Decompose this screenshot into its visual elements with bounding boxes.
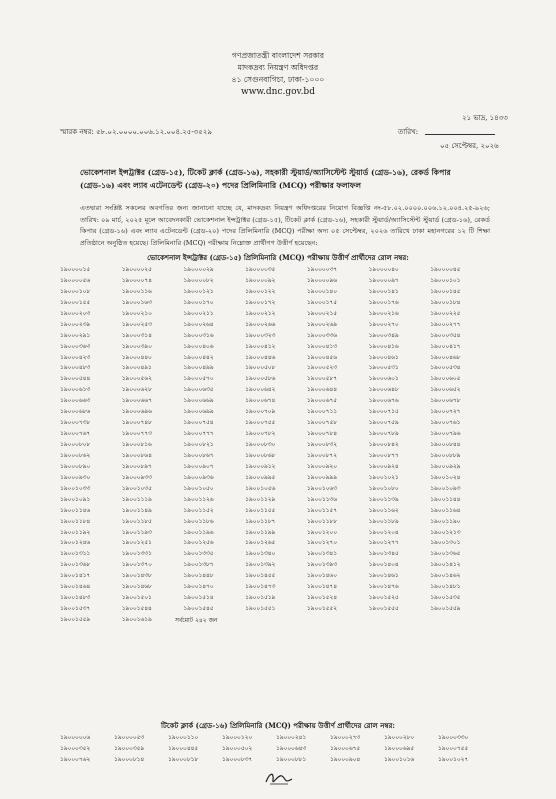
roll-number: ১৯০০১১১৯ — [121, 496, 152, 503]
roll-number: ১৯০০০৮৩০ — [245, 442, 276, 448]
roll-number: ১৯০০০৭৮৪ — [306, 431, 337, 438]
roll-number: ১৯০০১৬১৯ — [121, 617, 152, 623]
section1-heading: ভোকেশনাল ইন্সট্রাক্টর (গ্রেড-১৫) প্রিলিমিনারি (MCQ) পরীক্ষায় উত্তীর্ণ প্রার্থীদের রোল নম্বর: — [147, 253, 409, 262]
roll-number: ১৯০০০৩৫৪ — [430, 332, 461, 339]
roll-number: ১৯০০০৯১২ — [245, 463, 276, 470]
roll-number: ১৯০০১০৩৩ — [60, 485, 91, 492]
roll-number: ১৯০০১৫৫৯ — [430, 606, 461, 613]
roll-number: ১৯০০০৭২৭ — [430, 409, 461, 416]
roll-number: ১৯০০০২৬৪ — [183, 321, 214, 328]
roll-number: ১৯০০১২৫১ — [121, 540, 152, 547]
roll-number: ১৯০০০০০৬ — [60, 735, 91, 741]
roll-number: ১৯০০০২১৬ — [368, 310, 399, 317]
notice-paragraph: এতদ্বারা সংশ্লিষ্ট সকলের অবগতির জন্য জানানো যাচ্ছে যে, মাদকদ্রব্য নিয়ন্ত্রণ অধিদপ্তরের নিয়োগ বিজ্ঞপ্তি নং-৫৮.০২.০০০০.০০৬.১২.০০৪.২৫-৯২৬; তারিখ: ০৯ মার্চ, ২০২৫ মূলে আবেদনকারী ভোকেশনাল ইন্সট্রাক্টর (গ্রেড-১৫), টিকেট ক্লার্ক (গ্রেড-১৬), সহকারী স্টুয়ার্ড/অ্যাসিস্টেন্ট স্টুয়ার্ড (গ্রেড-১৬), রেকর্ড কিপার (গ্রেড-১৬) এবং ল্যাব এটেনডেন্ট (গ্রেড-২০) পদের প্রিলিমিনারি (MCQ) পরীক্ষা অদ্য ০৫ সেপ্টেম্বর, ২০২৬ তারিখে ঢাকা মহানগরের ১২ টি শিক্ষা প্রতিষ্ঠানে অনুষ্ঠিত হয়েছে। প্রিলিমিনারি (MCQ) পরীক্ষায় নিম্নোক্ত প্রার্থীগণ উত্তীর্ণ হয়েছেন: — [80, 204, 490, 247]
roll-number: ১৯০০০৮৪৪ — [430, 442, 461, 448]
roll-number: ১৯০০০৫৩১ — [368, 365, 399, 372]
roll-number: ১৯০০০৭৫৫ — [438, 746, 469, 752]
roll-number: ১৯০০০৩৫২ — [60, 746, 91, 752]
roll-number: ১৯০০০১৭০ — [183, 299, 214, 306]
roll-number: ১৯০০১৩৯২ — [245, 562, 276, 569]
roll-number: ১৯০০০৪৪০ — [121, 354, 152, 361]
roll-number: ১৯০০০৮১৬ — [121, 442, 152, 448]
roll-number: ১৯০০০৪১৩ — [306, 343, 337, 350]
roll-number: ১৯০০১১৪৬ — [60, 507, 91, 514]
roll-number: ১৯০০১৫৫৫ — [368, 606, 399, 613]
roll-number: ১৯০০০৬৯৬ — [121, 409, 152, 416]
roll-number: ১৯০০০৬৯৯ — [183, 409, 214, 416]
roll-number: ১৯০০০১২০ — [222, 735, 253, 741]
roll-number: ১৯০০১১৮৫ — [121, 518, 152, 525]
roll-number: ১৯০০০২৭৩ — [330, 735, 361, 741]
roll-number: ১৯০০১০৬৩ — [306, 485, 337, 492]
roll-number: ১৯০০০১০৮ — [60, 288, 91, 295]
roll-number: ১৯০০০৫৪৪ — [60, 376, 91, 383]
roll-number: ১৯০০১০৮০ — [368, 485, 399, 492]
roll-number: ১৯০০১৩৮৭ — [183, 562, 214, 569]
roll-number: ১৯০০১৫৫১ — [245, 606, 276, 613]
roll-number: ১৯০০০৮৯৭ — [121, 463, 152, 470]
roll-number: ১৯০০০১৪১ — [368, 288, 399, 295]
roll-number: ১৯০০০৭০৯ — [245, 409, 276, 416]
roll-number: ১৯০০১১৫৭ — [306, 507, 337, 514]
website-link[interactable]: www.dnc.gov.bd — [241, 87, 315, 97]
roll-number: ১৯০০১১৮৯ — [368, 518, 399, 525]
roll-number: ১৯০০১৪৬১ — [368, 573, 399, 580]
roll-number: ১৯০০১৪১৭ — [60, 573, 91, 580]
roll-number: ১৯০০০৬৩৫ — [183, 387, 214, 394]
section1-total: সর্বমোট ২৪২ জন — [175, 617, 218, 624]
roll-number: ১৯০০১২৬৫ — [245, 540, 276, 547]
roll-number: ১৯০০১৩৯৩ — [306, 562, 337, 569]
roll-number: ১৯০০১০৫০ — [183, 485, 214, 492]
roll-number: ১৯০০০৩২৩ — [245, 332, 276, 339]
roll-number: ১৯০০০৯২০ — [306, 463, 337, 470]
roll-number: ১৯০০০৩১৬ — [183, 332, 214, 339]
roll-number: ১৯০০০৯২৪ — [368, 463, 399, 470]
roll-number: ১৯০০০৩৯০ — [121, 343, 152, 350]
roll-number: ১৯০০০৮৭৭ — [368, 452, 399, 459]
roll-number: ১৯০০০০৭৪ — [121, 277, 152, 284]
roll-number: ১৯০০১৩৭০ — [121, 562, 152, 569]
roll-number: ১৯০০১৫২৫ — [368, 595, 399, 602]
roll-number: ১৯০০০৩৪৯ — [368, 332, 399, 339]
roll-number: ১৯০০০১৬৩ — [121, 299, 152, 306]
signature-icon — [262, 768, 296, 788]
roll-number: ১৯০০০২০৩ — [60, 310, 91, 317]
roll-number: ১৯০০১১৬২ — [368, 507, 399, 514]
roll-number: ১৯০০০৭৫৯ — [368, 420, 399, 427]
roll-number: ১৯০০০০৩৫ — [245, 267, 276, 273]
roll-number: ১৯০০০৬৫২ — [430, 387, 461, 394]
roll-number: ১৯০০১৩৩৫ — [183, 551, 214, 558]
roll-number: ১৯০০০৮৪২ — [368, 442, 399, 448]
roll-number: ১৯০০০০৯২ — [245, 277, 276, 284]
roll-number: ১৯০০০২২৫ — [430, 310, 461, 317]
roll-number: ১৯০০০২১০ — [121, 310, 152, 317]
roll-number: ১৯০০০২৬৯ — [306, 321, 337, 328]
roll-number: ১৯০০০৬৪৮ — [368, 387, 399, 394]
roll-number: ১৯০০০০১৫ — [60, 267, 91, 273]
roll-number: ১৯০০১৪৬৪ — [60, 584, 91, 591]
roll-number: ১৯০০০৬৬৩ — [60, 398, 91, 405]
department-name: মাদকদ্রব্য নিয়ন্ত্রণ অধিদপ্তর — [237, 63, 319, 72]
roll-number: ১৯০০০৭৬২ — [60, 757, 91, 763]
roll-number: ১৯০০০২৩৯ — [60, 321, 91, 328]
roll-number: ১৯০০০৪৯১ — [121, 365, 152, 372]
roll-number: ১৯০০০০২৫ — [121, 267, 152, 273]
roll-number: ১৯০০০৪৪২ — [183, 354, 214, 361]
roll-number: ১৯০০১০৫৬ — [245, 485, 276, 492]
roll-number: ১৯০০১৪৬০ — [306, 573, 337, 580]
roll-number: ১৯০০১৪৭৪ — [306, 584, 337, 591]
roll-number: ১৯০০০৪৯৯ — [183, 365, 214, 372]
roll-number: ১৯০০০৮৬৪ — [121, 452, 152, 459]
roll-number: ১৯০০০৬০১ — [368, 376, 399, 383]
roll-number: ১৯০০০২৭৭ — [430, 321, 461, 328]
letterhead — [0, 50, 556, 98]
roll-number: ১৯০০০৭৬১ — [430, 420, 461, 427]
roll-number: ১৯০০০২১২ — [245, 310, 276, 317]
roll-number: ১৯০০১২০৪ — [368, 529, 399, 536]
roll-number: ১৯০০০১৭৬ — [368, 299, 399, 306]
roll-number: ১৯০০১২৫৬ — [183, 540, 214, 547]
roll-number: ১৯০০০৬৮৬ — [60, 409, 91, 416]
roll-number: ১৯০০০০৯৭ — [368, 277, 399, 284]
roll-number: ১৯০০০৭৫৮ — [306, 420, 337, 427]
roll-number: ১৯০০০৯৩৩ — [121, 474, 152, 481]
roll-number: ১৯০০০০৯৬ — [306, 277, 337, 284]
roll-number: ১৯০০০৯০৪ — [330, 757, 361, 763]
roll-number: ১৯০০০৩৬৩ — [60, 343, 91, 350]
roll-number: ১৯০০০৯৩০ — [60, 474, 91, 481]
roll-number: ১৯০০০৬৪২ — [245, 387, 276, 394]
roll-number: ১৯০০০১০১ — [430, 277, 461, 284]
roll-number: ১৯০০০৯৯৫ — [245, 474, 276, 481]
roll-number: ১৯০০১২৭৭ — [368, 540, 399, 547]
roll-number: ১৯০০১১৪৪ — [430, 496, 461, 503]
roll-number: ১৯০০০৭১১ — [306, 409, 337, 416]
roll-number: ১৯০০১৪৬৮ — [121, 584, 152, 591]
roll-number: ১৯০০০৭৬৭ — [60, 431, 91, 438]
roll-number: ১৯০০১১৩৯ — [368, 496, 399, 503]
roll-number: ১৯০০০১১০ — [168, 735, 199, 741]
roll-number: ১৯০০০৮৩২ — [306, 442, 337, 448]
roll-number: ১৯০০১০৯১ — [60, 496, 91, 503]
roll-number: ১৯০০০৮২১ — [183, 442, 214, 448]
roll-number: ১৯০০১৪০৪ — [368, 562, 399, 569]
roll-number: ১৯০০১৫৪৫ — [183, 606, 214, 613]
roll-number: ১৯০০১৪৮৩ — [60, 595, 91, 602]
roll-number: ১৯০০০৭৫৪ — [183, 420, 214, 427]
roll-number: ১৯০০১১৯৬ — [183, 529, 214, 536]
roll-number: ১৯০০০১৭২ — [245, 299, 276, 306]
roll-number: ১৯০০১৫৫২ — [306, 606, 337, 613]
roll-number: ১৯০০১৪১২ — [430, 562, 461, 569]
date-underline — [425, 134, 495, 135]
roll-number: ১৯০০০০৫৬ — [60, 277, 91, 284]
roll-number: ১৯০০১১২৯ — [245, 496, 276, 503]
roll-number: ১৯০০০২৭০ — [368, 321, 399, 328]
roll-number: ১৯০০০৩১৪ — [121, 332, 152, 339]
roll-number: ১৯০০০৮৬৮ — [245, 452, 276, 459]
roll-number: ১৯০০০৬৭৫ — [330, 746, 361, 752]
roll-number: ১৯০০১১৮৭ — [245, 518, 276, 525]
roll-number: ১৯০০০৬৪৩ — [276, 746, 307, 752]
roll-number: ১৯০০০৪১৬ — [368, 343, 399, 350]
roll-number: ১৯০০০৪৫৬ — [306, 354, 337, 361]
roll-number: ১৯০০০৯২৯ — [430, 463, 461, 470]
roll-number: ১৯০০০৮০৮ — [60, 442, 91, 448]
roll-number: ১৯০০১৫৩৫ — [430, 595, 461, 602]
roll-number: ১৯০০০৩৩৬ — [306, 332, 337, 339]
roll-number: ১৯০০০৬০৫ — [430, 376, 461, 383]
roll-number: ১৯০০০৪৪৫ — [168, 746, 199, 752]
roll-number: ১৯০০০০৫৩ — [114, 735, 145, 741]
roll-number: ১৯০০০৭৫৫ — [245, 420, 276, 427]
roll-number: ১৯০০০৯৩৬ — [183, 474, 214, 481]
roll-number: ১৯০০১২১৩ — [430, 529, 461, 536]
roll-number: ১৯০০১০২১ — [368, 474, 399, 481]
roll-number: ১৯০০১০৩৫ — [121, 485, 152, 492]
roll-number: ১৯০০০৪১৭ — [430, 343, 461, 350]
roll-number: ১৯০০০৬১৩ — [60, 387, 91, 394]
roll-number: ১৯০০০৫০৮ — [245, 365, 276, 372]
roll-number: ১৯০০০৪৮৩ — [60, 365, 91, 372]
roll-number: ১৯০০০৭৭৭ — [183, 431, 214, 438]
roll-number: ১৯০০১১৮৬ — [183, 518, 214, 525]
roll-number: ১৯০০০৮১৮ — [168, 757, 199, 763]
roll-number: ১৯০০০৪২৩ — [60, 354, 91, 361]
roll-number: ১৯০০০৫৭০ — [183, 376, 214, 383]
roll-number: ১৯০০১৩৬৮ — [60, 562, 91, 569]
roll-number: ১৯০০০০৩৭ — [306, 267, 337, 273]
roll-number: ১৯০০১৫৩৭ — [60, 606, 91, 613]
roll-number: ১৯০০০৬৭৮ — [430, 398, 461, 405]
roll-number: ১৯০০০৪৪৬ — [245, 354, 276, 361]
roll-number: ১৯০০০৩৩০ — [438, 735, 469, 741]
roll-number: ১৯০০০৯০৭ — [183, 463, 214, 470]
roll-number: ১৯০০০৮৬৭ — [183, 452, 214, 459]
roll-number: ১৯০০১১৯৩ — [121, 529, 152, 536]
roll-number: ১৯০০০৪০৬ — [183, 343, 214, 350]
roll-number: ১৯০০০১৪০ — [306, 288, 337, 295]
roll-number: ১৯০০১৪৩৮ — [121, 573, 152, 580]
roll-number: ১৯০০১৩১১ — [60, 551, 91, 558]
roll-number: ১৯০০০৫৮৭ — [306, 376, 337, 383]
roll-number: ১৯০০১০২৪ — [430, 474, 461, 481]
roll-number: ১৯০০১১৯৯ — [245, 529, 276, 536]
roll-number: ১৯০০০২৫৩ — [121, 321, 152, 328]
roll-number: ১৯০০১৩৪১ — [306, 551, 337, 558]
roll-number: ১৯০০১৫০১ — [121, 595, 152, 602]
roll-number: ১৯০০১৪৭৩ — [245, 584, 276, 591]
notice-title: ভোকেশনাল ইন্সট্রাক্টর (গ্রেড-১৫), টিকেট ক্লার্ক (গ্রেড-১৬), সহকারী স্টুয়ার্ড/অ্যাসিস্টেন্ট স্টুয়ার্ড (গ্রেড-১৬), রেকর্ড কিপার (গ্রেড-১৬) এবং ল্যাব এটেনডেন্ট (গ্রেড-২০) পদের প্রিলিমিনারি (MCQ) পরীক্ষার ফলাফল — [80, 168, 451, 190]
roll-number: ১৯০০০১৭৫ — [306, 299, 337, 306]
roll-number: ১৯০০১৪৫৫ — [245, 573, 276, 580]
roll-number: ১৯০০০৫৩৪ — [430, 365, 461, 372]
roll-number: ১৯০০০৮৩৭ — [222, 757, 253, 763]
roll-number: ১৯০০০৬৭৫ — [306, 398, 337, 405]
roll-number: ১৯০০০৭৭৩ — [121, 431, 152, 438]
roll-number: ১৯০০১১৯২ — [60, 529, 91, 536]
roll-number: ১৯০০১১৪৯ — [121, 507, 152, 514]
roll-number: ১৯০০০২৬৬ — [245, 321, 276, 328]
roll-number: ১৯০০০৮৯০ — [60, 463, 91, 470]
roll-number: ১৯০০০৮৮১ — [276, 757, 307, 763]
memo-number: স্মারক নম্বর: ৫৮.০২.০০০০.০০৬.১২.০০৪.২৫-৩৫২৯ — [60, 128, 212, 136]
roll-number: ১৯০০০৬৪৪ — [306, 387, 337, 394]
roll-number: ১৯০০১৫৪৪ — [121, 606, 152, 613]
roll-number: ১৯০০০২৮০ — [384, 735, 415, 741]
section2-heading: টিকেট ক্লার্ক (গ্রেড-১৬) প্রিলিমিনারি (MCQ) পরীক্ষায় উত্তীর্ণ প্রার্থীদের রোল নম্বর: — [161, 721, 395, 730]
roll-number: ১৯০০১৫১৪ — [183, 595, 214, 602]
roll-number: ১৯০০০৮৬২ — [60, 452, 91, 459]
roll-number: ১৯০০০১২১ — [183, 288, 214, 295]
roll-number: ১৯০০০৪৬৮ — [430, 354, 461, 361]
roll-number: ১৯০০১৪৬২ — [430, 573, 461, 580]
roll-number: ১৯০০০৬২৮ — [121, 387, 152, 394]
roll-number: ১৯০০১২০০ — [306, 529, 337, 536]
roll-number: ১৯০০০০৪৫ — [430, 267, 461, 273]
roll-number: ১৯০০০৬৭৬ — [368, 398, 399, 405]
roll-number: ১৯০০১১৬৪ — [430, 507, 461, 514]
roll-number: ১৯০০০১৪৫ — [430, 288, 461, 295]
section1-roll-grid — [60, 265, 492, 626]
roll-number: ১৯০০০৫৬২ — [121, 376, 152, 383]
roll-number: ১৯০০১২৪৬ — [60, 540, 91, 547]
roll-number: ১৯০০০৭৯৬ — [430, 431, 461, 438]
roll-number: ১৯০০০১৫৫ — [60, 299, 91, 306]
roll-number: ১৯০০১৪৭০ — [183, 584, 214, 591]
roll-number: ১৯০০১৩৬৫ — [430, 551, 461, 558]
roll-number: ১৯০০১২৭০ — [306, 540, 337, 547]
govt-name: গণপ্রজাতন্ত্রী বাংলাদেশ সরকার — [231, 51, 325, 60]
roll-number: ১৯০০১৩০১ — [430, 540, 461, 547]
roll-number: ১৯০০০০২৯ — [183, 267, 214, 273]
date-english: ০৫ সেপ্টেম্বর, ২০২৬ — [440, 142, 499, 150]
roll-number: ১৯০০১১৮৪ — [60, 518, 91, 525]
roll-number: ১৯০০১১৫২ — [183, 507, 214, 514]
office-address: ৪১ সেগুনবাগিচা, ঢাকা-১০০০ — [231, 75, 325, 84]
roll-number: ১৯০০১১৮৮ — [306, 518, 337, 525]
roll-number: ১৯০০০৬৭৪ — [245, 398, 276, 405]
roll-number: ১৯০০০১১৬ — [121, 288, 152, 295]
roll-number: ১৯০০০৮১৪ — [114, 757, 145, 763]
roll-number: ১৯০০০২১৫ — [306, 310, 337, 317]
roll-number: ১৯০০০৫৮৬ — [245, 376, 276, 383]
roll-number: ১৯০০১৪৪৮ — [183, 573, 214, 580]
roll-number: ১৯০০০৭৪৮ — [121, 420, 152, 427]
section2-roll-grid — [60, 733, 492, 766]
roll-number: ১৯০০০০৮২ — [183, 277, 214, 284]
roll-number: ১৯০০১৩৪৫ — [368, 551, 399, 558]
roll-number: ১৯০০০৪১২ — [245, 343, 276, 350]
roll-number: ১৯০০০৮৮৯ — [430, 452, 461, 459]
roll-number: ১৯০০০৫২৩ — [306, 365, 337, 372]
roll-number: ১৯০০১৩৪০ — [245, 551, 276, 558]
roll-number: ১৯০০১০১৬ — [384, 757, 415, 763]
date-bengali: ২১ ভাদ্র, ১৪৩৩ — [462, 114, 508, 122]
roll-number: ১৯০০০৭৮৯ — [368, 431, 399, 438]
roll-number: ১৯০০০৬৬৯ — [183, 398, 214, 405]
roll-number: ১৯০০০৭৩৮ — [60, 420, 91, 427]
roll-number: ১৯০০০৩৫৯ — [114, 746, 145, 752]
roll-number: ১৯০০০৭৮২ — [245, 431, 276, 438]
roll-number: ১৯০০১৫২৪ — [306, 595, 337, 602]
roll-number: ১৯০০১০২৭ — [438, 757, 469, 763]
roll-number: ১৯০০১১৯০ — [430, 518, 461, 525]
roll-number: ১৯০০১৫১৯ — [245, 595, 276, 602]
roll-number: ১৯০০১১৩৬ — [306, 496, 337, 503]
roll-number: ১৯০০১০৯৩ — [430, 485, 461, 492]
roll-number: ১৯০০০৯৯৯ — [306, 474, 337, 481]
roll-number: ১৯০০১১২৬ — [183, 496, 214, 503]
roll-number: ১৯০০০২৪১ — [276, 735, 307, 741]
roll-number: ১৯০০১৪৮১ — [430, 584, 461, 591]
roll-number: ১৯০০০২১১ — [183, 310, 214, 317]
roll-number: ১৯০০১৩৩১ — [121, 551, 152, 558]
roll-number: ১৯০০১৪৭৬ — [368, 584, 399, 591]
roll-number: ১৯০০০৪৬১ — [368, 354, 399, 361]
roll-number: ১৯০০১১৫৫ — [245, 507, 276, 514]
roll-number: ১৯০০০০৪০ — [368, 267, 399, 273]
roll-number: ১৯০০১৫৫৯ — [60, 617, 91, 623]
roll-number: ১৯০০০৫০২ — [222, 746, 253, 752]
roll-number: ১৯০০০২৯১ — [60, 332, 91, 339]
roll-number: ১৯০০০১৮৪ — [430, 299, 461, 306]
date-label: তারিখ: — [398, 128, 419, 136]
roll-number: ১৯০০০৬৯৫ — [384, 746, 415, 752]
roll-number: ১৯০০০৭১৫ — [368, 409, 399, 416]
roll-number: ১৯০০০৬৬৭ — [121, 398, 152, 405]
roll-number: ১৯০০০১২২ — [245, 288, 276, 295]
roll-number: ১৯০০০৮৭২ — [306, 452, 337, 459]
